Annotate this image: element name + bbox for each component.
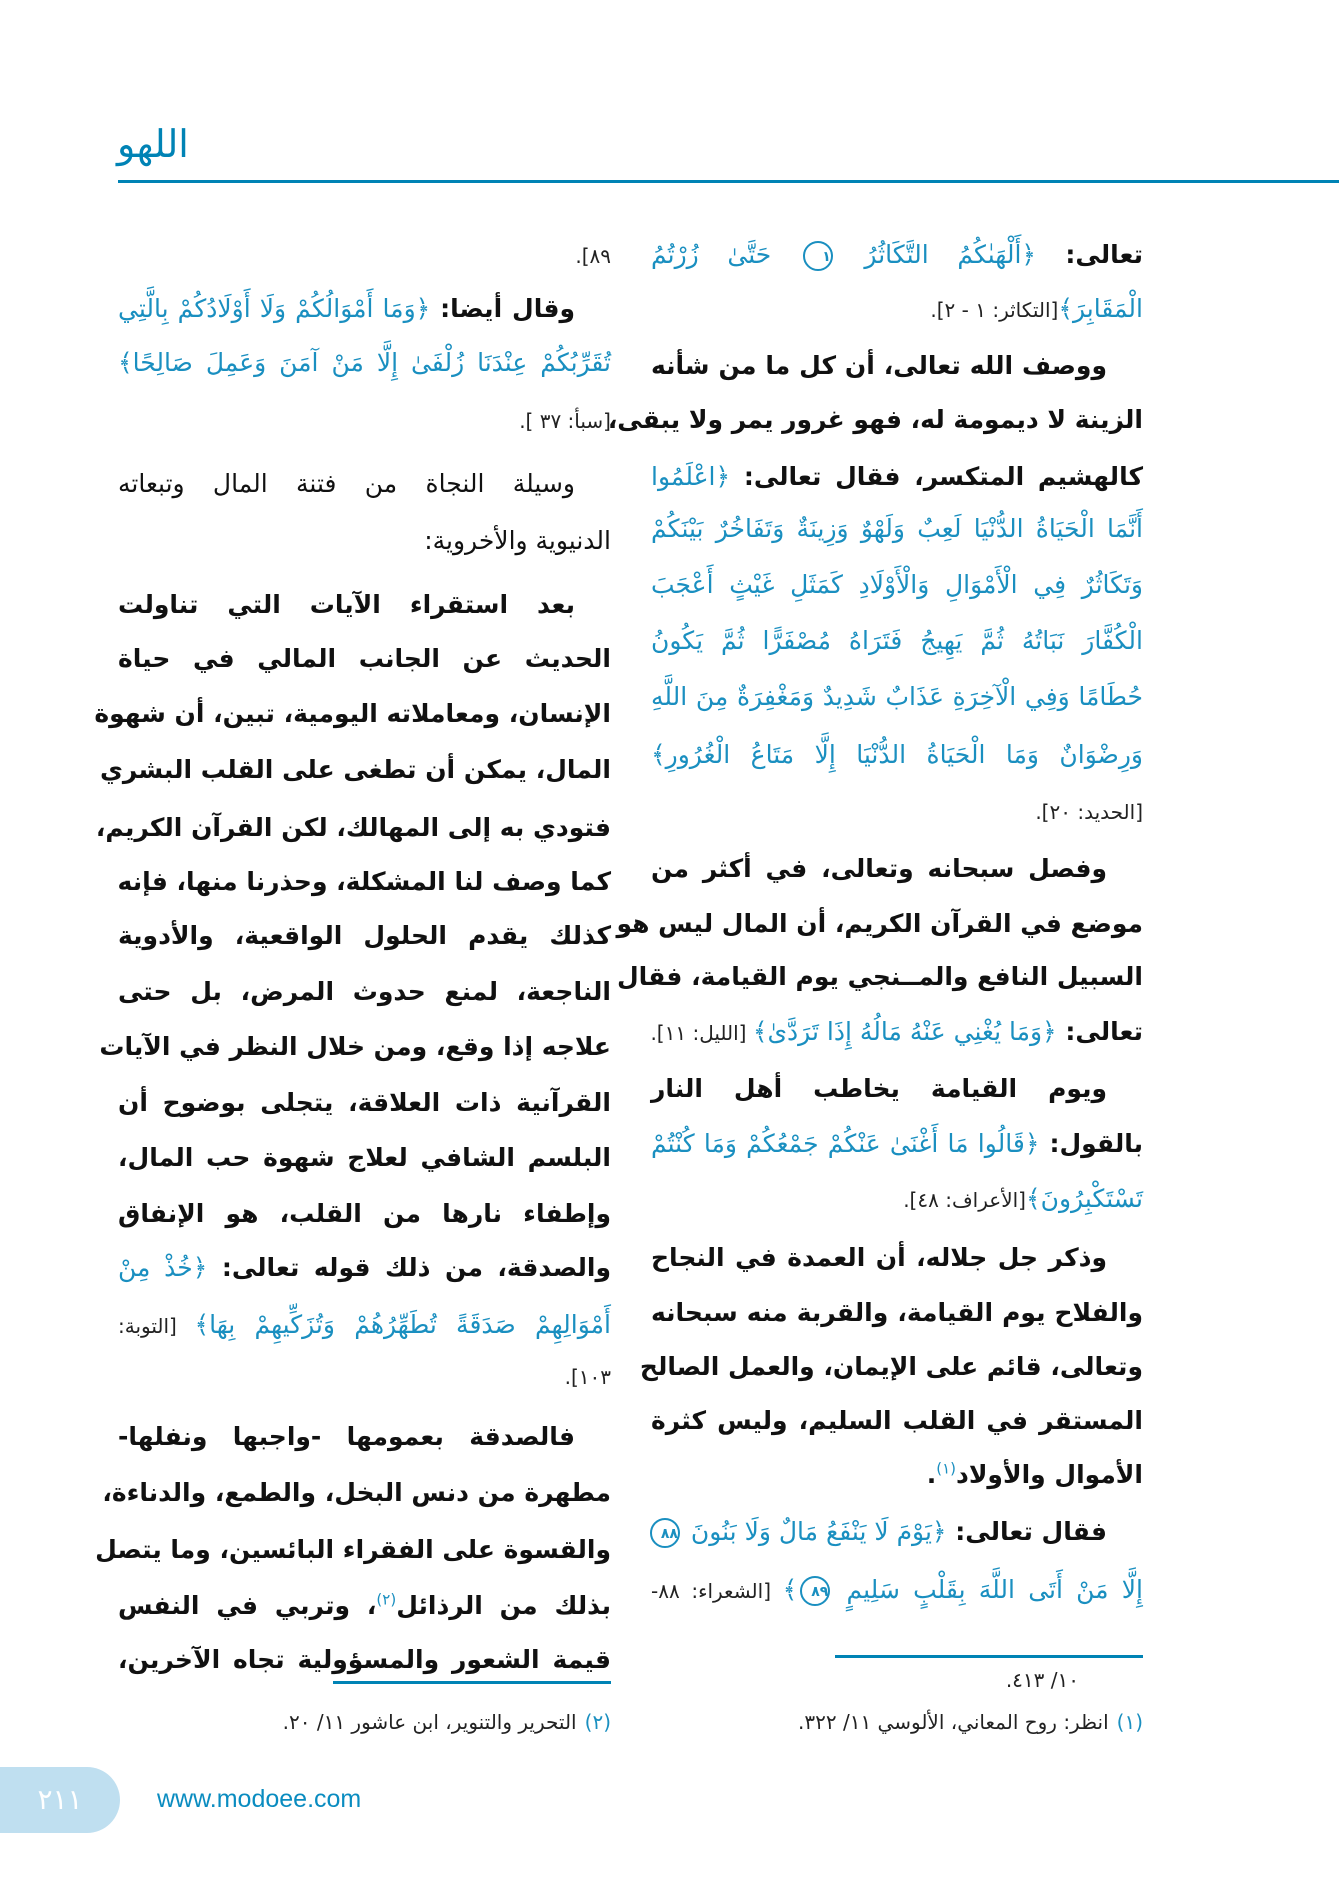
body-text: علاجه إذا وقع، ومن خلال النظر في الآيات <box>99 1032 611 1061</box>
ayah-number: ٨٨ <box>650 1518 680 1548</box>
quran-verse: حُطَامًا وَفِي الْآخِرَةِ عَذَابٌ شَدِيدٌ وَمَغْفِرَةٌ مِنَ اللَّهِ <box>651 682 1143 711</box>
verse-citation: ١٠٣]. <box>564 1365 611 1389</box>
body-text: تعالى: <box>1056 1017 1143 1046</box>
footnote-1 <box>798 1710 1143 1734</box>
footnote-2-number: (٢) <box>584 1710 611 1734</box>
body-text: ويوم القيامة يخاطب أهل النار <box>651 1074 1107 1103</box>
body-text: ووصف الله تعالى، أن كل ما من شأنه <box>651 351 1107 380</box>
text-line <box>651 503 1143 555</box>
footnote-2 <box>283 1710 611 1734</box>
footnote-ref[interactable]: (٢) <box>376 1590 397 1609</box>
text-line <box>118 1188 611 1240</box>
quran-verse: ﴿خُذْ مِنْ <box>118 1253 208 1282</box>
body-text: كذلك يقدم الحلول الواقعية، والأدوية <box>118 921 611 950</box>
verse-citation: [الحديد: ٢٠]. <box>1035 800 1143 824</box>
text-line <box>118 394 611 446</box>
text-line <box>651 1564 1143 1616</box>
quran-verse: أَنَّمَا الْحَيَاةُ الدُّنْيَا لَعِبٌ وَلَهْوٌ وَزِينَةٌ وَتَفَاخُرٌ بَيْنَكُمْ <box>651 514 1143 543</box>
text-line <box>651 843 1107 895</box>
chapter-title: اللهو <box>117 122 189 166</box>
body-text: . <box>926 1460 937 1489</box>
verse-citation: [الليل: ١١]. <box>650 1021 753 1045</box>
text-line <box>118 910 611 962</box>
text-line <box>651 1118 1143 1170</box>
text-line <box>651 671 1143 723</box>
body-text: والقسوة على الفقراء البائسين، وما يتصل <box>95 1535 611 1564</box>
ayah-number: ١ <box>803 241 833 271</box>
text-line <box>118 1580 611 1632</box>
body-text: فقال تعالى: <box>946 1517 1107 1546</box>
quran-verse: تَسْتَكْبِرُونَ﴾ <box>1025 1184 1143 1213</box>
text-line <box>651 1449 1143 1501</box>
text-line <box>118 515 611 567</box>
footnote-ref[interactable]: (١) <box>936 1459 956 1478</box>
body-text: الناجعة، لمنع حدوث المرض، بل حتى <box>118 977 611 1006</box>
quran-verse: ﴾ <box>782 1575 798 1604</box>
text-line <box>99 744 611 796</box>
text-line <box>94 688 611 740</box>
text-line <box>118 966 611 1018</box>
body-text: مطهرة من دنس البخل، والطمع، والدناءة، <box>102 1478 611 1507</box>
verse-citation: [الشعراء: ٨٨- <box>651 1579 783 1603</box>
footnote-1-text: انظر: روح المعاني، الألوسي ١١/ ٣٢٢. <box>798 1710 1109 1734</box>
text-line <box>118 283 575 335</box>
body-text: بعد استقراء الآيات التي تناولت <box>118 590 575 619</box>
text-line <box>118 1132 611 1184</box>
text-line <box>651 1395 1143 1447</box>
footnote-continued: ١٠/ ٤١٣. <box>1005 1668 1079 1692</box>
quran-verse: ﴿وَمَا أَمْوَالُكُمْ وَلَا أَوْلَادُكُمْ بِالَّتِي <box>118 294 431 323</box>
verse-citation: [التوبة: <box>118 1314 195 1338</box>
quran-verse: وَرِضْوَانٌ وَمَا الْحَيَاةُ الدُّنْيَا إِلَّا مَتَاعُ الْغُرُورِ﴾ <box>651 740 1143 769</box>
text-line <box>651 559 1143 611</box>
text-line <box>651 1173 1143 1225</box>
body-text: موضع في القرآن الكريم، أن المال ليس هو <box>616 909 1143 938</box>
body-text: الإنسان، ومعاملاته اليومية، تبين، أن شهوة <box>94 699 611 728</box>
quran-verse: الْكُفَّارَ نَبَاتُهُ ثُمَّ يَهِيجُ فَتَرَاهُ مُصْفَرًّا ثُمَّ يَكُونُ <box>651 626 1143 655</box>
body-text: والفلاح يوم القيامة، والقربة منه سبحانه <box>651 1298 1143 1327</box>
body-text: البلسم الشافي لعلاج شهوة حب المال، <box>118 1143 611 1172</box>
body-text: قيمة الشعور والمسؤولية تجاه الآخرين، <box>118 1645 611 1674</box>
body-text: كما وصف لنا المشكلة، وحذرنا منها، فإنه <box>117 867 611 896</box>
text-line <box>651 229 1143 281</box>
text-line <box>118 1077 611 1129</box>
body-text: فالصدقة بعمومها -واجبها ونفلها- <box>118 1422 575 1451</box>
text-line <box>651 1232 1107 1284</box>
text-line <box>639 1341 1143 1393</box>
header-divider <box>118 180 1339 183</box>
body-text: السبيل النافع والمــنجي يوم القيامة، فقال <box>616 962 1143 991</box>
section-heading: وسيلة النجاة من فتنة المال وتبعاته <box>118 469 575 498</box>
body-text: تعالى: <box>1036 240 1143 269</box>
body-text: الأموال والأولاد <box>955 1460 1143 1489</box>
page-number-badge: ٢١١ <box>0 1767 120 1833</box>
text-line <box>651 785 1143 837</box>
text-line <box>118 1350 611 1402</box>
body-text: بذلك من الرذائل <box>396 1591 611 1620</box>
text-line <box>651 1063 1107 1115</box>
text-line <box>118 633 611 685</box>
body-text: الزينة لا ديمومة له، فهو غرور يمر ولا يبقى، <box>607 405 1143 434</box>
quran-verse: ﴿اعْلَمُوا <box>651 462 731 491</box>
body-text: والصدقة، من ذلك قوله تعالى: <box>207 1253 611 1282</box>
footnote-divider-left <box>333 1681 611 1684</box>
body-text: وقال أيضا: <box>430 294 575 323</box>
text-line <box>651 729 1143 781</box>
body-text: الحديث عن الجانب المالي في حياة <box>118 644 611 673</box>
body-text: القرآنية ذات العلاقة، يتجلى بوضوح أن <box>118 1088 611 1117</box>
body-text: المستقر في القلب السليم، وليس كثرة <box>651 1406 1143 1435</box>
text-line <box>118 1242 611 1294</box>
text-line <box>651 1006 1143 1058</box>
quran-verse: ﴿وَمَا يُغْنِي عَنْهُ مَالُهُ إِذَا تَرَدَّىٰ﴾ <box>752 1017 1057 1046</box>
body-text: المال، يمكن أن تطغى على القلب البشري <box>99 755 611 784</box>
verse-citation: [سبأ: ٣٧ ]. <box>519 409 611 433</box>
quran-verse: ﴿يَوْمَ لَا يَنْفَعُ مَالٌ وَلَا بَنُونَ <box>682 1517 947 1546</box>
text-line <box>118 458 575 510</box>
footnote-divider-right <box>835 1655 1143 1658</box>
quran-verse: تُقَرِّبُكُمْ عِنْدَنَا زُلْفَىٰ إِلَّا مَنْ آمَنَ وَعَمِلَ صَالِحًا﴾ <box>118 348 611 377</box>
text-line <box>99 1021 611 1073</box>
text-line <box>651 1287 1143 1339</box>
text-line <box>102 1467 611 1519</box>
text-line <box>118 337 611 389</box>
text-line <box>651 615 1143 667</box>
text-line <box>118 1634 611 1686</box>
text-line <box>95 802 611 854</box>
text-line <box>607 394 1143 446</box>
quran-verse: ﴿أَلْهَىٰكُمُ التَّكَاثُرُ <box>835 240 1037 269</box>
quran-verse: الْمَقَابِرَ﴾ <box>1058 294 1143 323</box>
text-line <box>651 451 1143 503</box>
body-text: وتعالى، قائم على الإيمان، والعمل الصالح <box>639 1352 1143 1381</box>
ayah-number: ٨٩ <box>800 1576 830 1606</box>
body-text: فتودي به إلى المهالك، لكن القرآن الكريم، <box>95 813 611 842</box>
text-line <box>651 340 1107 392</box>
body-text: وذكر جل جلاله، أن العمدة في النجاح <box>651 1243 1107 1272</box>
text-line <box>118 856 611 908</box>
text-line <box>616 898 1143 950</box>
quran-verse: ﴿قَالُوا مَا أَغْنَىٰ عَنْكُمْ جَمْعُكُمْ وَمَا كُنْتُمْ <box>651 1129 1040 1158</box>
text-line <box>651 1506 1107 1558</box>
verse-citation: [التكاثر: ١ - ٢]. <box>930 298 1059 322</box>
text-line <box>118 1299 611 1351</box>
website-link[interactable]: www.modoee.com <box>157 1785 362 1813</box>
body-text: وفصل سبحانه وتعالى، في أكثر من <box>651 854 1107 883</box>
quran-verse: حَتَّىٰ زُرْتُمُ <box>651 240 800 269</box>
body-text: كالهشيم المتكسر، فقال تعالى: <box>730 462 1143 491</box>
text-line <box>616 951 1143 1003</box>
verse-citation: ٨٩]. <box>575 244 611 268</box>
text-line <box>118 229 611 281</box>
text-line <box>95 1524 611 1576</box>
text-line <box>118 579 575 631</box>
quran-verse: وَتَكَاثُرٌ فِي الْأَمْوَالِ وَالْأَوْلَادِ كَمَثَلِ غَيْثٍ أَعْجَبَ <box>651 570 1143 599</box>
section-heading: الدنيوية والأخروية: <box>424 526 611 555</box>
text-line <box>118 1411 575 1463</box>
body-text: وإطفاء نارها من القلب، هو الإنفاق <box>118 1199 611 1228</box>
footnote-2-text: التحرير والتنوير، ابن عاشور ١١/ ٢٠. <box>282 1710 577 1734</box>
quran-verse: أَمْوَالِهِمْ صَدَقَةً تُطَهِّرُهُمْ وَتُزَكِّيهِمْ بِهَا﴾ <box>194 1310 611 1339</box>
quran-verse: إِلَّا مَنْ أَتَى اللَّهَ بِقَلْبٍ سَلِيمٍ <box>833 1575 1143 1604</box>
body-text: ، وتربي في النفس <box>118 1591 377 1620</box>
verse-citation: [الأعراف: ٤٨]. <box>903 1188 1026 1212</box>
text-line <box>651 283 1143 335</box>
footnote-1-number: (١) <box>1116 1710 1143 1734</box>
body-text: بالقول: <box>1039 1129 1144 1158</box>
